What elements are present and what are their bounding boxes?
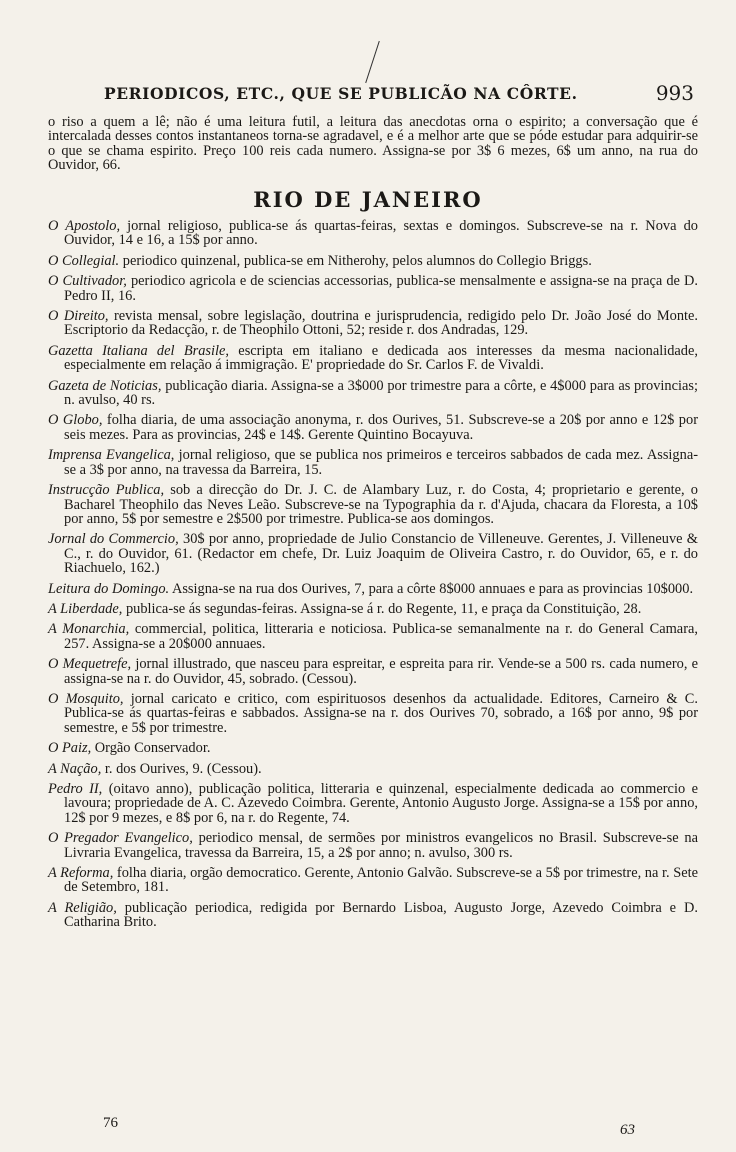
periodical-title: O Mosquito, <box>48 690 124 707</box>
periodical-description: periodico agricola e de sciencias accessorias, publica-se mensalmente e assigna-se na praça de D. Pedro II, 16. <box>64 273 698 304</box>
periodical-description: jornal religioso, que se publica nos primeiros e terceiros sabbados de cada mez. Assigna-se a 3$ por anno, na travessa da Barreira, 15. <box>64 447 698 478</box>
periodical-title: O Globo, <box>48 412 103 429</box>
periodical-title: Gazetta Italiana del Brasile, <box>48 342 229 359</box>
periodical-title: O Apostolo, <box>48 218 121 234</box>
periodical-description: folha diaria, de uma associação anonyma, r. dos Ourives, 51. Subscreve-se a 20$ por anno e 12$ por seis mezes. Para as provincias, 24$ e 14$. Gerente Quintino Bocayuva. <box>64 412 698 443</box>
periodical-entry <box>48 782 698 825</box>
periodical-title: O Direito, <box>48 308 109 325</box>
periodical-description: periodico mensal, de sermões por ministros evangelicos no Brasil. Subscreve-se na Livraria Evangelica, travessa da Barreira, 15, a 2$ por anno; n. avulso, 300 rs. <box>64 830 698 861</box>
periodical-entry <box>48 602 698 616</box>
periodical-entry <box>48 448 698 477</box>
periodical-entry <box>48 831 698 860</box>
intro-paragraph: o riso a quem a lê; não é uma leitura futil, a leitura das anecdotas orna o espirito; a conversação que é intercalada desses contos instantaneos torna-se agradavel, e é a melhor arte que se póde estudar para adquirir-se o que se chama espirito. Preço 100 reis cada numero. Assigna-se por 3$ 6 mezes, 6$ um anno, na rua do Ouvidor, 66. <box>48 114 698 174</box>
periodical-title: O Pregador Evangelico, <box>48 830 193 847</box>
periodical-entry <box>48 622 698 651</box>
periodical-entry <box>48 254 698 268</box>
section-title: RIO DE JANEIRO <box>253 187 483 212</box>
periodical-title: Pedro II, <box>48 781 103 797</box>
periodical-entry <box>48 344 698 373</box>
periodical-entry <box>48 274 698 303</box>
periodical-entry <box>48 483 698 526</box>
periodical-title: Gazeta de Noticias, <box>48 377 162 394</box>
periodical-entry <box>48 219 698 248</box>
periodical-entry <box>48 692 698 735</box>
header-title: PERIODICOS, ETC., QUE SE PUBLICÃO NA CÔRTE. <box>104 84 578 103</box>
ink-stroke-mark <box>365 41 380 83</box>
periodical-description: commercial, politica, litteraria e noticiosa. Publica-se semanalmente na r. do General Camara, 257. Assigna-se a 20$000 annuaes. <box>64 621 698 652</box>
periodical-description: (oitavo anno), publicação politica, litteraria e quinzenal, especialmente dedicada ao commercio e lavoura; propriedade de A. C. Azevedo Coimbra. Gerente, Antonio Augusto Jorge. Assigna-se a 15$ por anno, 12$ por 9 mezes, e 8$ por 6, na r. do Regente, 74. <box>64 781 698 826</box>
periodical-title: A Liberdade, <box>48 600 123 617</box>
periodical-entry <box>48 379 698 408</box>
periodical-title: Instrucção Publica, <box>48 482 165 499</box>
periodical-description: sob a direcção do Dr. J. C. de Alambary Luz, r. do Costa, 4; proprietario e gerente, o Bacharel Theophilo das Neves Leão. Subscreve-se na Typographia da r. d'Ajuda, chacara da Floresta, a 10$ por anno, 5$ por semestre e 2$500 por trimestre. Publica-se aos domingos. <box>64 482 698 527</box>
periodical-title: Imprensa Evangelica, <box>48 447 175 464</box>
periodical-title: O Cultivador, <box>48 273 127 290</box>
periodical-entry <box>48 741 698 755</box>
periodical-entry <box>48 309 698 338</box>
periodical-title: A Reforma, <box>48 865 114 882</box>
periodicals-list <box>48 219 698 936</box>
periodical-title: Jornal do Commercio, <box>48 531 179 548</box>
periodical-entry <box>48 762 698 776</box>
periodical-title: A Monarchia, <box>48 621 130 638</box>
periodical-entry <box>48 582 698 596</box>
page-header <box>104 81 704 105</box>
periodical-title: A Nação, <box>48 760 102 777</box>
periodical-description: Orgão Conservador. <box>91 740 211 757</box>
periodical-title: A Religião, <box>48 899 117 916</box>
periodical-description: publica-se ás segundas-feiras. Assigna-se á r. do Regente, 11, e praça da Constituição, 28. <box>122 600 642 617</box>
periodical-description: periodico quinzenal, publica-se em Nitherohy, pelos alumnos do Collegio Briggs. <box>119 252 592 269</box>
periodical-entry <box>48 413 698 442</box>
periodical-description: revista mensal, sobre legislação, doutrina e jurisprudencia, redigido pelo Dr. João José do Monte. Escriptorio da Redacção, r. de Theophilo Ottoni, 52; reside r. dos Andradas, 129. <box>64 308 699 339</box>
periodical-description: Assigna-se na rua dos Ourives, 7, para a côrte 8$000 annuaes e para as provincias 10$000. <box>169 580 694 597</box>
footer-signature-left: 76 <box>103 1115 118 1131</box>
periodical-title: Leitura do Domingo. <box>48 580 170 597</box>
periodical-description: publicação periodica, redigida por Bernardo Lisboa, Augusto Jorge, Azevedo Coimbra e D. Catharina Brito. <box>64 899 698 931</box>
periodical-description: jornal religioso, publica-se ás quartas-feiras, sextas e domingos. Subscreve-se na r. Nova do Ouvidor, 14 e 16, a 15$ por anno. <box>64 218 699 249</box>
periodical-description: jornal illustrado, que nasceu para espreitar, e espreita para rir. Vende-se a 500 rs. cada numero, e assigna-se na r. do Ouvidor, 45, sobrado. (Cessou). <box>64 656 699 687</box>
periodical-title: O Paiz, <box>48 740 92 757</box>
periodical-entry <box>48 532 698 575</box>
periodical-description: escripta em italiano e dedicada aos interesses da mesma nacionalidade, especialmente em relação á immigração. E' propriedade do Sr. Carlos F. de Vivaldi. <box>64 342 698 374</box>
periodical-description: 30$ por anno, propriedade de Julio Constancio de Villeneuve. Gerentes, J. Villeneuve & C., r. do Ouvidor, 61. (Redactor em chefe, Dr. Luiz Joaquim de Oliveira Castro, r. do Ouvidor, 65, e r. do Riachuelo, 162.) <box>64 531 699 577</box>
periodical-entry <box>48 866 698 895</box>
periodical-description: publicação diaria. Assigna-se a 3$000 por trimestre para a côrte, e 4$000 para as provincias; n. avulso, 40 rs. <box>64 377 698 409</box>
periodical-description: r. dos Ourives, 9. (Cessou). <box>101 760 262 777</box>
periodical-description: jornal caricato e critico, com espirituosos desenhos da actualidade. Editores, Carneiro & C. Publica-se ás quartas-feiras e sabbados. Assigna-se na r. dos Ourives 70, sobrado, a 16$ por anno, 9$ por semestre, e 5$ por trimestre. <box>64 690 698 736</box>
periodical-title: O Collegial. <box>48 252 120 269</box>
periodical-entry <box>48 657 698 686</box>
page-number: 993 <box>655 81 694 105</box>
footer-signature-right: 63 <box>620 1122 635 1138</box>
periodical-title: O Mequetrefe, <box>48 656 132 673</box>
periodical-entry <box>48 901 698 930</box>
periodical-description: folha diaria, orgão democratico. Gerente, Antonio Galvão. Subscreve-se a 5$ por trimestre, na r. Sete de Setembro, 181. <box>64 865 698 896</box>
